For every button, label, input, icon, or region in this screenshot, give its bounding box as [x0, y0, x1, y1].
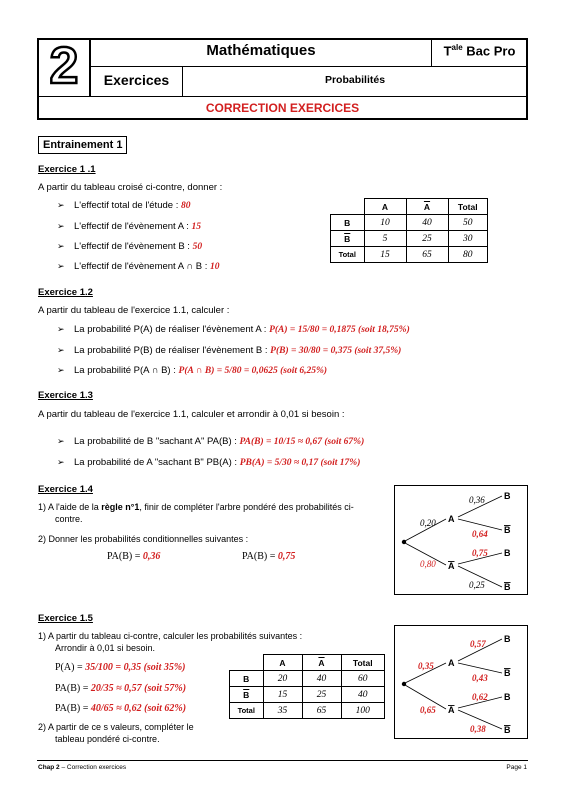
ex15-q1: 1) A partir du tableau ci-contre, calculer les probabilités suivantes :: [38, 631, 303, 641]
tree2-label-l1: 0,35: [418, 661, 434, 671]
ex13-item-1: ➢ La probabilité de A "sachant B" PB(A) : PB(A) = 5/30 ≈ 0,17 (soit 17%): [74, 457, 360, 468]
ex12-item-2: ➢ La probabilité P(A ∩ B) : P(A ∩ B) = 5/80 = 0,0625 (soit 6,25%): [74, 365, 327, 376]
ex15-q2b: tableau pondéré ci-contre.: [55, 734, 160, 744]
ex14-q2: 2) Donner les probabilités conditionnelles suivantes :: [38, 534, 249, 544]
ex13-answer-1: PB(A) = 5/30 ≈ 0,17 (soit 17%): [239, 458, 361, 468]
ex11-answer-3: 10: [209, 262, 220, 272]
tree1-node-Abar: A: [448, 561, 455, 571]
level-rest: Bac Pro: [462, 43, 516, 59]
footer-rule: [37, 760, 528, 761]
tree1-label-b3: 0,75: [472, 548, 488, 558]
topic: Probabilités: [324, 74, 386, 86]
page-title: Mathématiques: [206, 42, 316, 59]
tree2-label-b1: 0,57: [470, 639, 486, 649]
ex12-intro: A partir du tableau de l'exercice 1.1, calculer :: [38, 305, 230, 316]
tree1-label-b1: 0,36: [469, 495, 485, 505]
cross-table-1: A $\overline{A}$ Total B 10 40 50 $\overline{B}$ 5 25 30 Total 15 65 80: [330, 198, 488, 263]
ex15-result-2: PA(B) = 20/35 ≈ 0,57 (soit 57%): [55, 683, 187, 694]
tree2-node-B4: B: [504, 725, 511, 735]
ex12-answer-1: P(B) = 30/80 = 0,375 (soit 37,5%): [270, 346, 402, 356]
tree1-node-A: A: [448, 514, 455, 524]
ex13-answer-0: PA(B) = 10/15 ≈ 0,67 (soit 67%): [239, 437, 365, 447]
ex11-item-2: ➢ L'effectif de l'évènement B : 50: [74, 241, 202, 252]
ex11-answer-0: 80: [180, 201, 191, 211]
probability-tree-1: [394, 485, 528, 595]
ex13-item-0: ➢ La probabilité de B "sachant A" PA(B) : PA(B) = 10/15 ≈ 0,67 (soit 67%): [74, 436, 364, 447]
footer-left: Chap 2 – Correction exercices: [38, 764, 127, 771]
level-label: [431, 43, 528, 58]
ex14-answer-2: PA(B) = 0,75: [242, 551, 296, 562]
ex11-answer-1: 15: [191, 222, 202, 232]
ex12-answer-2: P(A ∩ B) = 5/80 = 0,0625 (soit 6,25%): [178, 366, 328, 376]
ex11-item-3: ➢ L'effectif de l'évènement A ∩ B : 10: [74, 261, 219, 272]
chapter-number: 2: [49, 37, 79, 95]
tree1-label-b2: 0,64: [472, 529, 488, 539]
correction-title: CORRECTION EXERCICES: [205, 101, 360, 115]
ex11-title: Exercice 1 .1: [38, 164, 96, 175]
tree1-node-B1: B: [504, 491, 511, 501]
tree2-node-B2: B: [504, 668, 511, 678]
tree2-node-Abar: A: [448, 705, 455, 715]
cross-table-2: A $\overline{A}$ Total B 20 40 60 $\overline{B}$ 15 25 40 Total 35 65 100: [229, 654, 385, 719]
ex14-q1-cont: contre.: [55, 514, 83, 524]
ex11-answer-2: 50: [192, 242, 203, 252]
ex13-title: Exercice 1.3: [38, 390, 93, 401]
ex11-intro: A partir du tableau croisé ci-contre, donner :: [38, 182, 223, 193]
tree2-label-l2: 0,65: [420, 705, 436, 715]
ex12-item-0: ➢ La probabilité P(A) de réaliser l'évènement A : P(A) = 15/80 = 0,1875 (soit 18,75%): [74, 324, 410, 335]
footer-page: Page 1: [506, 764, 527, 771]
tree1-label-l1: 0,20: [420, 518, 436, 528]
tree2-node-B1: B: [504, 634, 511, 644]
ex15-result-3: PA(B) = 40/65 ≈ 0,62 (soit 62%): [55, 703, 187, 714]
ex12-item-1: ➢ La probabilité P(B) de réaliser l'évènement B : P(B) = 30/80 = 0,375 (soit 37,5%): [74, 345, 401, 356]
ex11-item-0: ➢ L'effectif total de l'étude : 80: [74, 200, 190, 211]
level-sup: ale: [451, 43, 463, 52]
tree2-node-A: A: [448, 658, 455, 668]
ex12-title: Exercice 1.2: [38, 287, 93, 298]
ex14-title: Exercice 1.4: [38, 484, 93, 495]
ex15-q1b: Arrondir à 0,01 si besoin.: [55, 643, 156, 653]
header-bottom-divider: [37, 96, 528, 97]
probability-tree-2: [394, 625, 528, 739]
level-main: T: [443, 43, 452, 59]
tree2-node-B3: B: [504, 692, 511, 702]
tree1-node-B4: B: [504, 582, 511, 592]
tree1-label-l2: 0,80: [420, 559, 436, 569]
ex15-result-1: P(A) = 35/100 = 0,35 (soit 35%): [55, 662, 186, 673]
ex15-title: Exercice 1.5: [38, 613, 93, 624]
tree2-label-b4: 0,38: [470, 724, 486, 734]
ex11-item-1: ➢ L'effectif de l'évènement A : 15: [74, 221, 201, 232]
tree2-label-b2: 0,43: [472, 673, 488, 683]
ex13-intro: A partir du tableau de l'exercice 1.1, calculer et arrondir à 0,01 si besoin :: [38, 409, 345, 420]
tree1-node-B2: B: [504, 525, 511, 535]
tree2-label-b3: 0,62: [472, 692, 488, 702]
tree1-label-b4: 0,25: [469, 580, 485, 590]
subtitle: Exercices: [103, 72, 170, 88]
ex12-answer-0: P(A) = 15/80 = 0,1875 (soit 18,75%): [269, 325, 410, 335]
header-row-divider: [91, 66, 528, 67]
tree1-node-B3: B: [504, 548, 511, 558]
section-title: Entrainement 1: [38, 136, 127, 154]
ex14-q1: 1) A l'aide de la règle n°1, finir de compléter l'arbre pondéré des probabilités ci-: [38, 502, 354, 512]
ex15-q2: 2) A partir de ce s valeurs, compléter le: [38, 722, 194, 732]
ex14-answer-1: PA(B) = 0,36: [107, 551, 161, 562]
